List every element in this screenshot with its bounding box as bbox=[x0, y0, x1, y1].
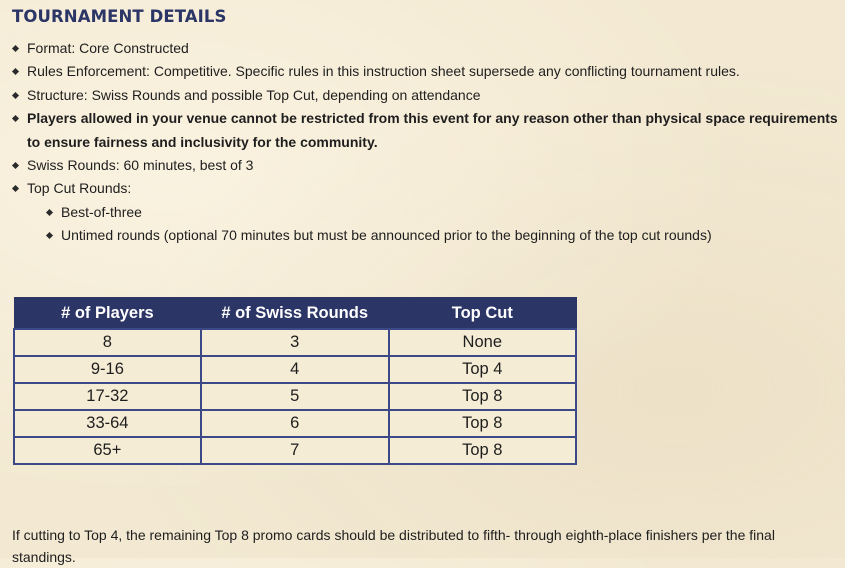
diamond-bullet-icon bbox=[12, 68, 19, 75]
diamond-bullet-icon bbox=[12, 162, 19, 169]
cell-swiss-rounds: 6 bbox=[201, 410, 389, 437]
top-cut-sub-list bbox=[27, 201, 838, 248]
diamond-bullet-icon bbox=[12, 185, 19, 192]
table-row bbox=[14, 437, 576, 464]
table-row bbox=[14, 410, 576, 437]
table-row bbox=[14, 356, 576, 383]
list-item-inclusivity: Players allowed in your venue cannot be restricted from this event for any reason other than physical space requirements to ensure fairness and inclusivity for the community. bbox=[12, 107, 838, 154]
cell-top-cut: Top 8 bbox=[389, 437, 576, 464]
list-item-format: Format: Core Constructed bbox=[12, 37, 838, 60]
list-item-structure: Structure: Swiss Rounds and possible Top Cut, depending on attendance bbox=[12, 84, 838, 107]
cell-players: 17-32 bbox=[14, 383, 201, 410]
cell-swiss-rounds: 7 bbox=[201, 437, 389, 464]
diamond-bullet-icon bbox=[12, 115, 19, 122]
diamond-bullet-icon bbox=[46, 209, 53, 216]
sub-list-item-untimed-rounds: Untimed rounds (optional 70 minutes but must be announced prior to the beginning of the top cut rounds) bbox=[46, 224, 838, 247]
list-item-rules-enforcement: Rules Enforcement: Competitive. Specific rules in this instruction sheet supersede any conflicting tournament rules. bbox=[12, 60, 838, 83]
cell-top-cut: Top 8 bbox=[389, 383, 576, 410]
cell-players: 8 bbox=[14, 329, 201, 356]
cell-top-cut: Top 8 bbox=[389, 410, 576, 437]
cell-players: 65+ bbox=[14, 437, 201, 464]
table-header-row bbox=[14, 298, 576, 330]
table-row bbox=[14, 329, 576, 356]
list-item-top-cut-rounds: Top Cut Rounds: Best-of-three Untimed rounds (optional 70 minutes but must be announced prior to the beginning of the top cut rounds) bbox=[12, 177, 838, 247]
table-row bbox=[14, 383, 576, 410]
cell-top-cut: None bbox=[389, 329, 576, 356]
diamond-bullet-icon bbox=[46, 232, 53, 239]
diamond-bullet-icon bbox=[12, 92, 19, 99]
details-list bbox=[12, 37, 838, 248]
diamond-bullet-icon bbox=[12, 45, 19, 52]
section-title: TOURNAMENT DETAILS bbox=[12, 7, 227, 26]
tournament-details-section bbox=[12, 6, 838, 248]
list-item-swiss-rounds: Swiss Rounds: 60 minutes, best of 3 bbox=[12, 154, 838, 177]
cell-swiss-rounds: 5 bbox=[201, 383, 389, 410]
cell-top-cut: Top 4 bbox=[389, 356, 576, 383]
header-top-cut: Top Cut bbox=[389, 298, 576, 330]
cell-swiss-rounds: 4 bbox=[201, 356, 389, 383]
swiss-rounds-table bbox=[13, 297, 577, 465]
cell-players: 33-64 bbox=[14, 410, 201, 437]
cell-players: 9-16 bbox=[14, 356, 201, 383]
header-swiss-rounds: # of Swiss Rounds bbox=[201, 298, 389, 330]
top-cut-footnote: If cutting to Top 4, the remaining Top 8 promo cards should be distributed to fifth- through eighth-place finishers per the final standings. bbox=[12, 527, 775, 565]
sub-list-item-best-of-three: Best-of-three bbox=[46, 201, 838, 224]
cell-swiss-rounds: 3 bbox=[201, 329, 389, 356]
header-players: # of Players bbox=[14, 298, 201, 330]
